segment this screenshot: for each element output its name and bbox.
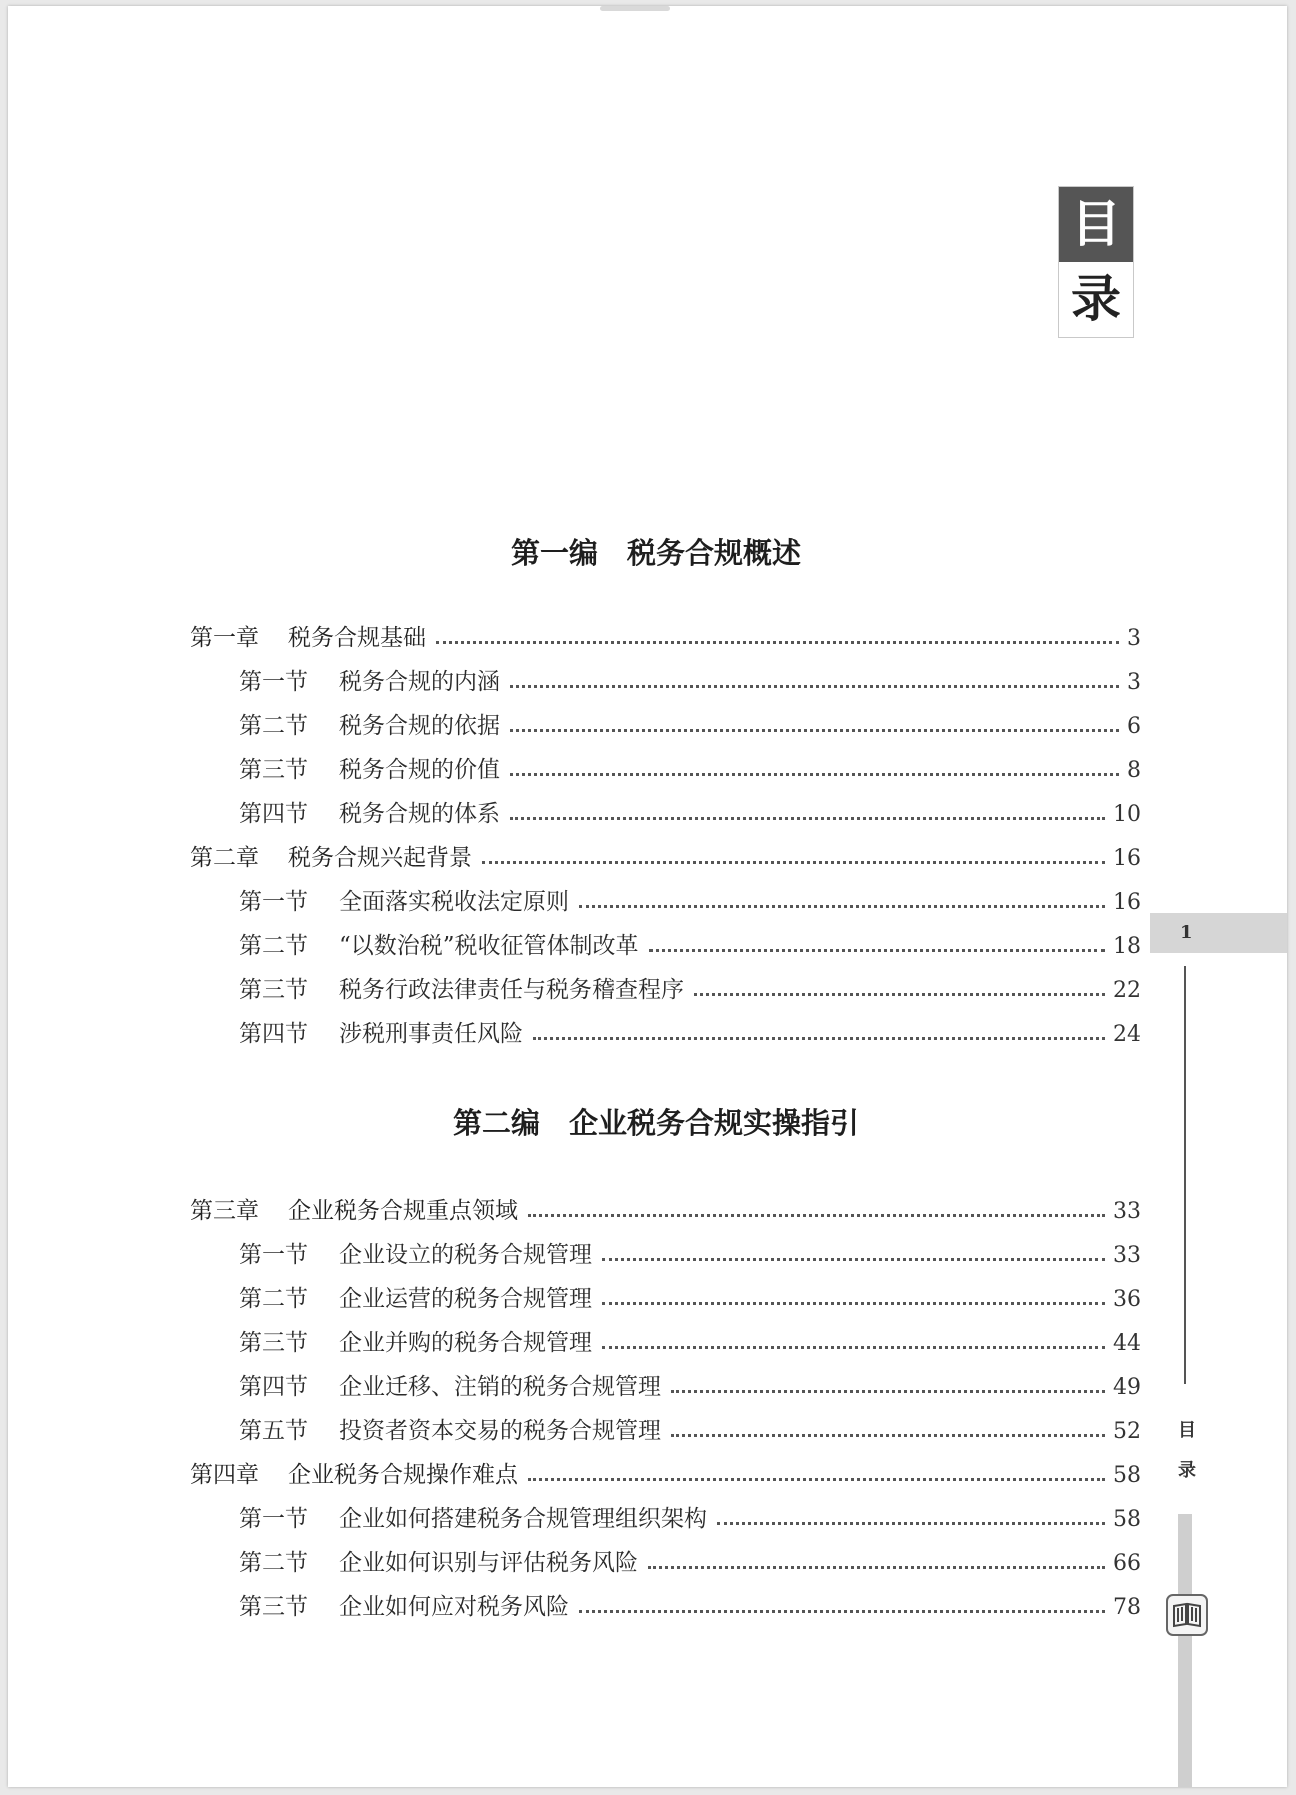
toc-entry-title: 涉税刑事责任风险: [339, 1021, 523, 1047]
toc-entry-number: 第一节: [239, 1242, 308, 1268]
dot-leader: [579, 905, 1105, 908]
page-tab: [1150, 913, 1287, 953]
toc-chapter-row[interactable]: [190, 839, 1141, 877]
toc-section-row[interactable]: [239, 1500, 1141, 1538]
dot-leader: [694, 993, 1105, 996]
toc-section-row[interactable]: [239, 1324, 1141, 1362]
side-strip: [1178, 1514, 1192, 1787]
dot-leader: [602, 1346, 1105, 1349]
toc-page-number: 52: [1113, 1419, 1141, 1444]
toc-page-number: 44: [1113, 1331, 1141, 1356]
toc-page-number: 33: [1113, 1199, 1141, 1224]
toc-section-row[interactable]: [239, 1015, 1141, 1053]
dot-leader: [602, 1302, 1105, 1305]
toc-entry-title: 全面落实税收法定原则: [339, 889, 569, 915]
toc-entry-number: 第三节: [239, 977, 308, 1003]
toc-entry-title: 企业税务合规操作难点: [288, 1462, 518, 1488]
toc-entry-title: 企业如何搭建税务合规管理组织架构: [339, 1506, 707, 1532]
dot-leader: [510, 817, 1105, 820]
dot-leader: [528, 1214, 1105, 1217]
toc-entry-number: 第一章: [190, 625, 259, 651]
side-label-bottom: 录: [1178, 1460, 1196, 1481]
toc-entry-title: 税务合规的内涵: [339, 669, 500, 695]
toc-page-number: 33: [1113, 1243, 1141, 1268]
toc-entry-title: 税务合规兴起背景: [288, 845, 472, 871]
toc-entry-number: 第三节: [239, 1594, 308, 1620]
toc-section-row[interactable]: [239, 971, 1141, 1009]
toc-page-number: 78: [1113, 1595, 1141, 1620]
toc-entry-number: 第五节: [239, 1418, 308, 1444]
toc-section-row[interactable]: [239, 795, 1141, 833]
toc-entry-number: 第四节: [239, 1021, 308, 1047]
toc-page-number: 22: [1113, 978, 1141, 1003]
toc-entry-title: 企业设立的税务合规管理: [339, 1242, 592, 1268]
table-of-contents: [8, 6, 1287, 1787]
toc-entry-title: 投资者资本交易的税务合规管理: [339, 1418, 661, 1444]
part-heading-1: 第一编 税务合规概述: [510, 536, 801, 570]
dot-leader: [671, 1434, 1105, 1437]
side-divider: [1184, 966, 1186, 1384]
dot-leader: [649, 949, 1105, 952]
toc-entry-number: 第二章: [190, 845, 259, 871]
toc-entry-number: 第二节: [239, 1286, 308, 1312]
toc-entry-number: 第三章: [190, 1198, 259, 1224]
toc-section-row[interactable]: [239, 1280, 1141, 1318]
toc-page-number: 8: [1127, 758, 1141, 783]
toc-entry-number: 第四节: [239, 801, 308, 827]
toc-entry-title: 税务合规的依据: [339, 713, 500, 739]
dot-leader: [436, 641, 1119, 644]
toc-section-row[interactable]: [239, 1544, 1141, 1582]
toc-page-number: 16: [1113, 890, 1141, 915]
dot-leader: [510, 685, 1119, 688]
toc-entry-number: 第三节: [239, 1330, 308, 1356]
toc-entry-number: 第四章: [190, 1462, 259, 1488]
toc-section-row[interactable]: [239, 751, 1141, 789]
toc-page-number: 36: [1113, 1287, 1141, 1312]
dot-leader: [510, 729, 1119, 732]
toc-page-number: 66: [1113, 1551, 1141, 1576]
toc-entry-title: 企业如何应对税务风险: [339, 1594, 569, 1620]
document-page: [8, 6, 1287, 1787]
toc-page-number: 3: [1127, 626, 1141, 651]
toc-entry-number: 第二节: [239, 933, 308, 959]
toc-chapter-row[interactable]: [190, 1192, 1141, 1230]
toc-section-row[interactable]: [239, 1588, 1141, 1626]
toc-page-number: 58: [1113, 1507, 1141, 1532]
dot-leader: [671, 1390, 1105, 1393]
toc-entry-number: 第二节: [239, 1550, 308, 1576]
toc-entry-number: 第二节: [239, 713, 308, 739]
dot-leader: [579, 1610, 1105, 1613]
toc-entry-number: 第一节: [239, 669, 308, 695]
dot-leader: [602, 1258, 1105, 1261]
toc-page-number: 10: [1113, 802, 1141, 827]
page-number: 1: [1180, 922, 1193, 943]
toc-page-number: 58: [1113, 1463, 1141, 1488]
toc-section-row[interactable]: [239, 927, 1141, 965]
toc-page-number: 3: [1127, 670, 1141, 695]
book-icon[interactable]: [1166, 1594, 1208, 1636]
toc-section-row[interactable]: [239, 883, 1141, 921]
toc-entry-title: 企业运营的税务合规管理: [339, 1286, 592, 1312]
toc-entry-number: 第三节: [239, 757, 308, 783]
toc-page-number: 18: [1113, 934, 1141, 959]
toc-page-number: 49: [1113, 1375, 1141, 1400]
part-heading-2: 第二编 企业税务合规实操指引: [452, 1106, 859, 1140]
toc-entry-title: 企业迁移、注销的税务合规管理: [339, 1374, 661, 1400]
toc-entry-number: 第一节: [239, 1506, 308, 1532]
dot-leader: [482, 861, 1105, 864]
toc-entry-number: 第四节: [239, 1374, 308, 1400]
toc-entry-title: 企业并购的税务合规管理: [339, 1330, 592, 1356]
toc-entry-number: 第一节: [239, 889, 308, 915]
toc-section-row[interactable]: [239, 663, 1141, 701]
dot-leader: [717, 1522, 1105, 1525]
toc-section-row[interactable]: [239, 1412, 1141, 1450]
toc-entry-title: 税务合规基础: [288, 625, 426, 651]
toc-page-number: 6: [1127, 714, 1141, 739]
toc-entry-title: 企业如何识别与评估税务风险: [339, 1550, 638, 1576]
toc-entry-title: 税务行政法律责任与税务稽查程序: [339, 977, 684, 1003]
toc-entry-title: 企业税务合规重点领域: [288, 1198, 518, 1224]
side-label-top: 目: [1178, 1420, 1196, 1441]
toc-entry-title: 税务合规的价值: [339, 757, 500, 783]
toc-section-row[interactable]: [239, 1236, 1141, 1274]
toc-section-row[interactable]: [239, 1368, 1141, 1406]
toc-entry-title: “以数治税”税收征管体制改革: [339, 933, 639, 959]
badge-top-char: 目: [1059, 187, 1133, 262]
dot-leader: [533, 1037, 1105, 1040]
toc-page-number: 24: [1113, 1022, 1141, 1047]
dot-leader: [648, 1566, 1105, 1569]
dot-leader: [510, 773, 1119, 776]
badge-bottom-char: 录: [1071, 270, 1121, 328]
toc-section-row[interactable]: [239, 707, 1141, 745]
dot-leader: [528, 1478, 1105, 1481]
toc-page-number: 16: [1113, 846, 1141, 871]
toc-chapter-row[interactable]: [190, 619, 1141, 657]
toc-entry-title: 税务合规的体系: [339, 801, 500, 827]
toc-chapter-row[interactable]: [190, 1456, 1141, 1494]
